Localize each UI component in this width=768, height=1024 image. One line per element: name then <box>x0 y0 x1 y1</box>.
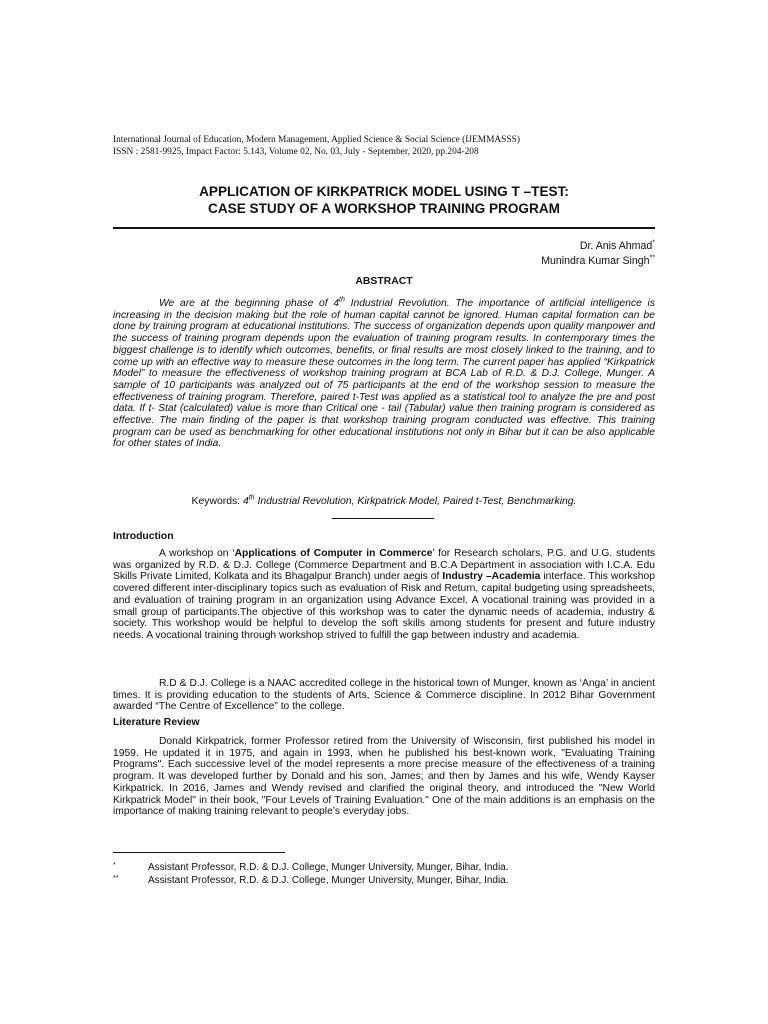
literature-review-paragraph: Donald Kirkpatrick, former Professor retired from the University of Wisconsin, first published his model in 1959. He updated it in 1975, and again in 1993, when he published his best-known work, "Evaluating Training Programs". Each successive level of the model represents a more precise measure of the effectiveness of a training program. It was developed further by Donald and his son, James; and then by James and his wife, Wendy Kayser Kirkpatrick. In 2016, James and Wendy revised and clarified the original theory, and introduced the "New World Kirkpatrick Model" in their book, "Four Levels of Training Evaluation." One of the main additions is an emphasis on the importance of making training relevant to people’s everyday jobs. <box>113 736 655 818</box>
footnotes <box>113 862 655 887</box>
paper-title-line1: APPLICATION OF KIRKPATRICK MODEL USING T –TEST: <box>199 184 569 199</box>
abstract-heading: ABSTRACT <box>355 276 413 287</box>
journal-header <box>113 134 673 158</box>
intro-text-a: A workshop on ‘ <box>159 548 235 559</box>
keywords-value-part: 4 <box>242 496 249 507</box>
author-1-name: Dr. Anis Ahmad <box>579 240 653 252</box>
introduction-paragraph-2: R.D & D.J. College is a NAAC accredited college in the historical town of Munger, known as ‘Anga’ in ancient times. It is providing education to the students of Arts, Science & Commerce discipline. In 2012 Bihar Government awarded “The Centre of Excellence” to the college. <box>113 678 655 713</box>
keywords <box>113 496 655 507</box>
keywords-value-rest: Industrial Revolution, Kirkpatrick Model, Paired t-Test, Benchmarking. <box>254 496 577 507</box>
abstract-text-part: We are at the beginning phase of 4 <box>159 298 340 309</box>
author-2-name: Munindra Kumar Singh <box>541 255 650 267</box>
footnote-1-text: Assistant Professor, R.D. & D.J. College, Munger University, Munger, Bihar, India. <box>148 862 509 873</box>
keywords-values <box>243 496 577 507</box>
separator-line <box>332 518 434 519</box>
paper-title <box>113 183 655 217</box>
journal-issn: ISSN : 2581-9925, Impact Factor: 5.143, Volume 02, No. 03, July - September, 2020, pp.204-208 <box>113 147 479 157</box>
literature-review-heading: Literature Review <box>113 717 200 728</box>
keywords-superscript: th <box>248 494 255 502</box>
footnote-2 <box>113 875 655 888</box>
paper-title-line2: CASE STUDY OF A WORKSHOP TRAINING PROGRAM <box>208 201 560 216</box>
author-1 <box>541 239 655 254</box>
author-1-mark: * <box>652 239 655 247</box>
abstract-text-rest: Industrial Revolution. The importance of artificial intelligence is increasing in the decision making but the role of human capital cannot be ignored. Human capital formation can be done by training program at educational institutions. The success of organization depends upon quality manpower and the success of training program depends upon the evaluation of training program results. In contemporary times the biggest challenge is to identify which outcomes, benefits, or final results are most closely linked to the training, and to come up with an effective way to measure these outcomes in the long term. The current paper has applied “Kirkpatrick Model” to measure the effectiveness of workshop training program at BCA Lab of R.D. & D.J. College, Munger. A sample of 10 participants was analyzed out of 75 participants at the end of the workshop session to measure the effectiveness of training program. Therefore, paired t-Test was applied as a statistical tool to analyze the pre and post data. If t- Stat (calculated) value is more than Critical one - tail (Tabular) value then training program is considered as effective. The main finding of the paper is that workshop training program conducted was effective. This training program can be used as benchmarking for other educational institutions not only in Bihar but it can be also applicable for other states of India. <box>113 298 655 450</box>
introduction-heading: Introduction <box>113 531 174 542</box>
intro-text-b: ’ for Research scholars, P.G. and U.G. students was organized by R.D. & D.J. College (Commerce Department and B.C.A Department in association with I.C.A. Edu Skills Private Limited, Kolkata and its Bhagalpur Branch) under aegis of <box>113 548 655 583</box>
author-2-mark: ** <box>649 254 655 262</box>
introduction-paragraph-1 <box>113 548 655 642</box>
footnote-rule <box>113 852 285 853</box>
footnote-1 <box>113 862 655 875</box>
author-2 <box>541 254 655 269</box>
intro-bold-industry-academia: Industry –Academia <box>442 571 541 583</box>
intro-text-c: interface. This workshop covered different inter-disciplinary topics such as evaluation of Risk and Return, capital budgeting using spreadsheets, and evaluation of training program in an organization using Advance Excel. A vocational training was provided in a small group of participants.The objective of this workshop was to cater the dynamic needs of academia, industry & society. This workshop would be helpful to develop the soft skills among students for present and future industry needs. A vocational training through workshop strived to fulfill the gap between industry and academia. <box>113 571 655 641</box>
abstract-superscript: th <box>339 296 345 304</box>
footnote-2-mark: ** <box>113 874 119 882</box>
intro-bold-workshop-title: Applications of Computer in Commerce <box>234 548 433 559</box>
footnote-1-mark: * <box>113 862 116 869</box>
abstract-text <box>113 298 655 450</box>
footnote-2-text: Assistant Professor, R.D. & D.J. College, Munger University, Munger, Bihar, India. <box>148 874 509 886</box>
journal-name: International Journal of Education, Modern Management, Applied Science & Social Science (IJEMMASSS) <box>113 135 520 145</box>
author-list <box>541 239 655 269</box>
keywords-label: Keywords: <box>191 496 243 507</box>
title-rule <box>113 227 655 229</box>
